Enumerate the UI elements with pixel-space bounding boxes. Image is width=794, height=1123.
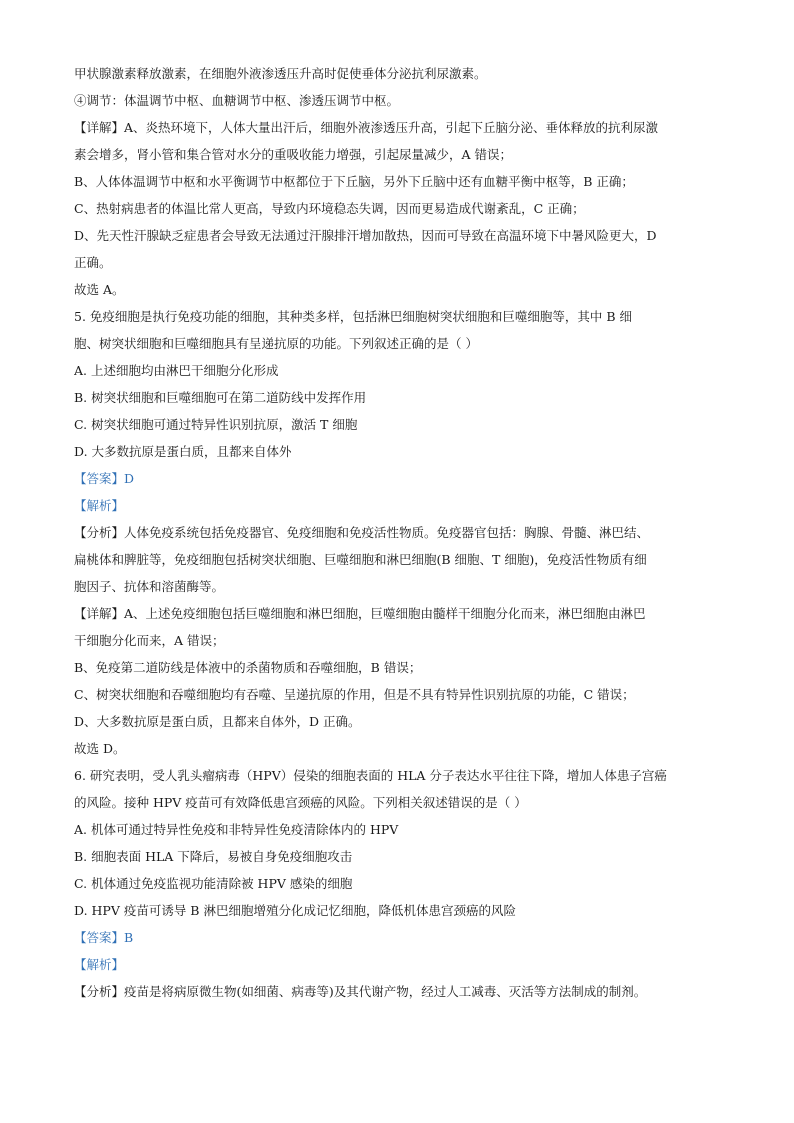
question-6-stem: 6. 研究表明，受人乳头瘤病毒（HPV）侵染的细胞表面的 HLA 分子表达水平往往下降，增加人体患子宫癌: [74, 768, 667, 783]
text-line: 故选 A。: [74, 282, 125, 297]
answer-label: 【答案】D: [74, 471, 135, 486]
analysis-label: 【解析】: [74, 957, 125, 972]
text-line: 胞因子、抗体和溶菌酶等。: [74, 579, 225, 594]
question-5-stem: 胞、树突状细胞和巨噬细胞具有呈递抗原的功能。下列叙述正确的是（ ）: [74, 336, 478, 351]
text-line: 【分析】人体免疫系统包括免疫器官、免疫细胞和免疫活性物质。免疫器官包括：胸腺、骨髓、淋巴结、: [74, 525, 650, 540]
text-line: ④调节：体温调节中枢、血糖调节中枢、渗透压调节中枢。: [74, 93, 400, 108]
text-line: 【详解】A、炎热环境下，人体大量出汗后，细胞外液渗透压升高，引起下丘脑分泌、垂体释放的抗利尿激: [74, 120, 659, 135]
text-line: 扁桃体和脾脏等，免疫细胞包括树突状细胞、巨噬细胞和淋巴细胞(B 细胞、T 细胞)，免疫活性物质有细: [74, 552, 647, 567]
text-line: D、先天性汗腺缺乏症患者会导致无法通过汗腺排汗增加散热，因而可导致在高温环境下中暑风险更大，D: [74, 228, 657, 243]
option-a: A. 上述细胞均由淋巴干细胞分化形成: [74, 363, 279, 378]
text-line: C、热射病患者的体温比常人更高，导致内环境稳态失调，因而更易造成代谢紊乱，C 正确；: [74, 201, 585, 216]
text-line: B、人体体温调节中枢和水平衡调节中枢都位于下丘脑，另外下丘脑中还有血糖平衡中枢等，B 正确；: [74, 174, 634, 189]
analysis-label: 【解析】: [74, 498, 125, 513]
option-c: C. 机体通过免疫监视功能清除被 HPV 感染的细胞: [74, 876, 353, 891]
option-b: B. 细胞表面 HLA 下降后，易被自身免疫细胞攻击: [74, 849, 353, 864]
question-6-stem: 的风险。接种 HPV 疫苗可有效降低患宫颈癌的风险。下列相关叙述错误的是（ ）: [74, 795, 527, 810]
text-line: 甲状腺激素释放激素，在细胞外液渗透压升高时促使垂体分泌抗利尿激素。: [74, 66, 487, 81]
text-line: 【详解】A、上述免疫细胞包括巨噬细胞和淋巴细胞，巨噬细胞由髓样干细胞分化而来，淋巴细胞由淋巴: [74, 606, 646, 621]
text-line: B、免疫第二道防线是体液中的杀菌物质和吞噬细胞，B 错误；: [74, 660, 422, 675]
document-page: [74, 60, 724, 1005]
option-c: C. 树突状细胞可通过特异性识别抗原，激活 T 细胞: [74, 417, 358, 432]
text-line: C、树突状细胞和吞噬细胞均有吞噬、呈递抗原的作用，但是不具有特异性识别抗原的功能，C 错误；: [74, 687, 635, 702]
option-d: D. HPV 疫苗可诱导 B 淋巴细胞增殖分化成记忆细胞，降低机体患宫颈癌的风险: [74, 903, 516, 918]
text-line: 素会增多，肾小管和集合管对水分的重吸收能力增强，引起尿量减少，A 错误；: [74, 147, 513, 162]
text-line: D、大多数抗原是蛋白质，且都来自体外，D 正确。: [74, 714, 361, 729]
text-line: 故选 D。: [74, 741, 126, 756]
text-line: 【分析】疫苗是将病原微生物(如细菌、病毒等)及其代谢产物，经过人工减毒、灭活等方法制成的制剂。: [74, 984, 647, 999]
option-d: D. 大多数抗原是蛋白质，且都来自体外: [74, 444, 292, 459]
option-a: A. 机体可通过特异性免疫和非特异性免疫清除体内的 HPV: [74, 822, 399, 837]
question-5-stem: 5. 免疫细胞是执行免疫功能的细胞，其种类多样，包括淋巴细胞树突状细胞和巨噬细胞等，其中 B 细: [74, 309, 633, 324]
option-b: B. 树突状细胞和巨噬细胞可在第二道防线中发挥作用: [74, 390, 367, 405]
text-line: 正确。: [74, 255, 112, 270]
answer-label: 【答案】B: [74, 930, 134, 945]
text-line: 干细胞分化而来，A 错误；: [74, 633, 225, 648]
